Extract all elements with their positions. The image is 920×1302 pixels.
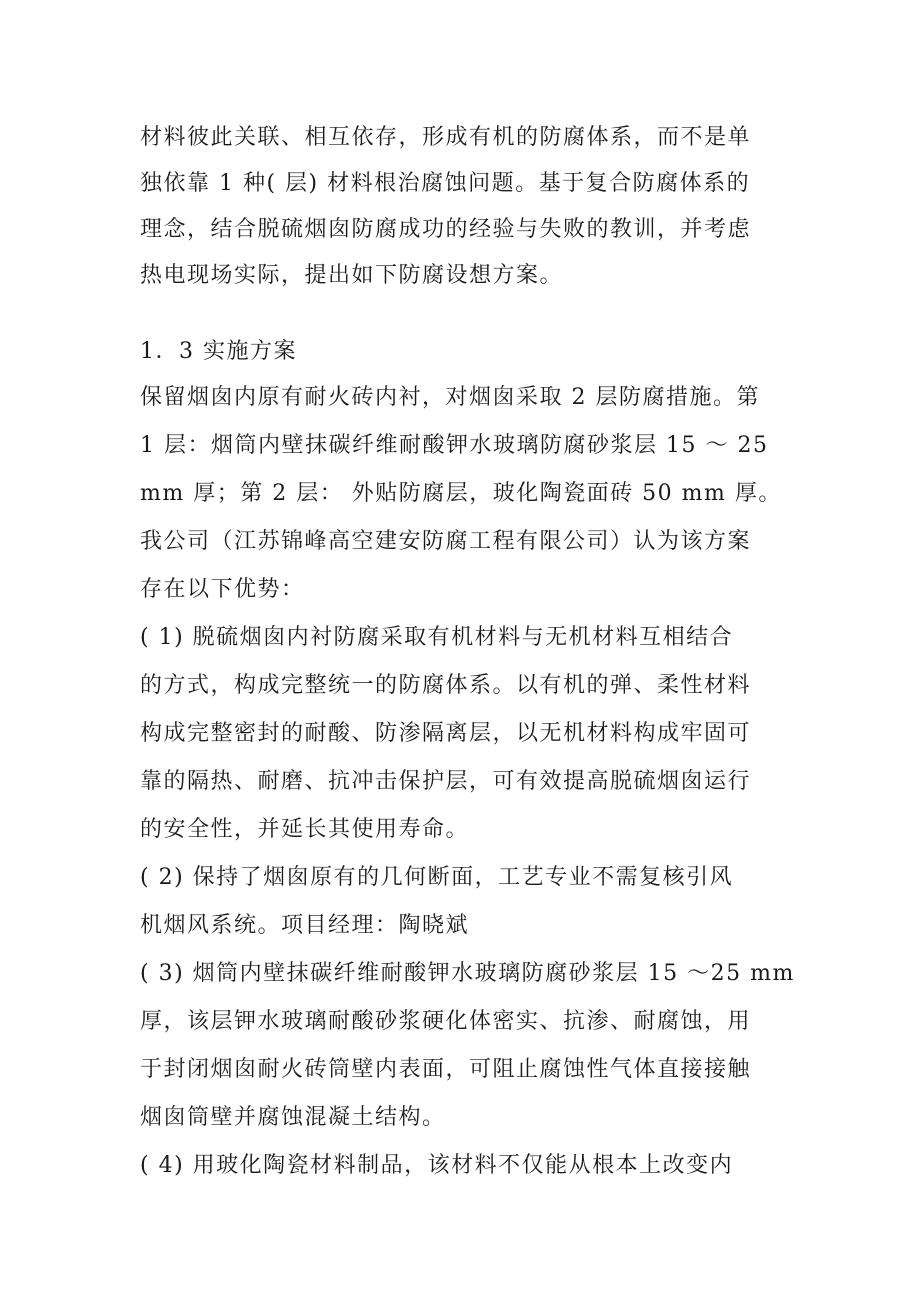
text-line: 于封闭烟囱耐火砖筒壁内表面，可阻止腐蚀性气体直接接触 [140,1057,752,1082]
text-line: 厚，该层钾水玻璃耐酸砂浆硬化体密实、抗渗、耐腐蚀，用 [140,1009,752,1034]
text-line: 靠的隔热、耐磨、抗冲击保护层，可有效提高脱硫烟囱运行 [140,769,752,794]
text-line: 的方式，构成完整统一的防腐体系。以有机的弹、柔性材料 [140,673,752,698]
text-line: mm 厚；第 2 层： 外贴防腐层，玻化陶瓷面砖 50 mm 厚。 [140,481,782,506]
text-line: 1 层：烟筒内壁抹碳纤维耐酸钾水玻璃防腐砂浆层 15 ～ 25 [140,433,769,458]
section-heading: 1．3 实施方案 [140,339,297,364]
text-line: 保留烟囱内原有耐火砖内衬，对烟囱采取 2 层防腐措施。第 [140,385,760,410]
list-item-1: ( 1) 脱硫烟囱内衬防腐采取有机材料与无机材料互相结合 [140,625,734,650]
text-line: 烟囱筒壁并腐蚀混凝土结构。 [140,1105,446,1130]
list-item-4: ( 4) 用玻化陶瓷材料制品，该材料不仅能从根本上改变内 [140,1153,734,1178]
list-item-2: ( 2) 保持了烟囱原有的几何断面，工艺专业不需复核引风 [140,865,734,890]
list-item-3: ( 3) 烟筒内壁抹碳纤维耐酸钾水玻璃防腐砂浆层 15 ～25 mm [140,961,795,986]
text-line: 我公司（江苏锦峰高空建安防腐工程有限公司）认为该方案 [140,529,752,554]
text-line: 机烟风系统。项目经理：陶晓斌 [140,913,470,938]
text-line: 材料彼此关联、相互依存，形成有机的防腐体系，而不是单 [140,125,752,150]
text-line: 独依靠 1 种( 层) 材料根治腐蚀问题。基于复合防腐体系的 [140,171,751,196]
text-line: 构成完整密封的耐酸、防渗隔离层，以无机材料构成牢固可 [140,721,752,746]
text-line: 热电现场实际，提出如下防腐设想方案。 [140,263,564,288]
text-line: 理念，结合脱硫烟囱防腐成功的经验与失败的教训，并考虑 [140,217,752,242]
text-line: 的安全性，并延长其使用寿命。 [140,817,470,842]
text-line: 存在以下优势： [140,577,305,602]
